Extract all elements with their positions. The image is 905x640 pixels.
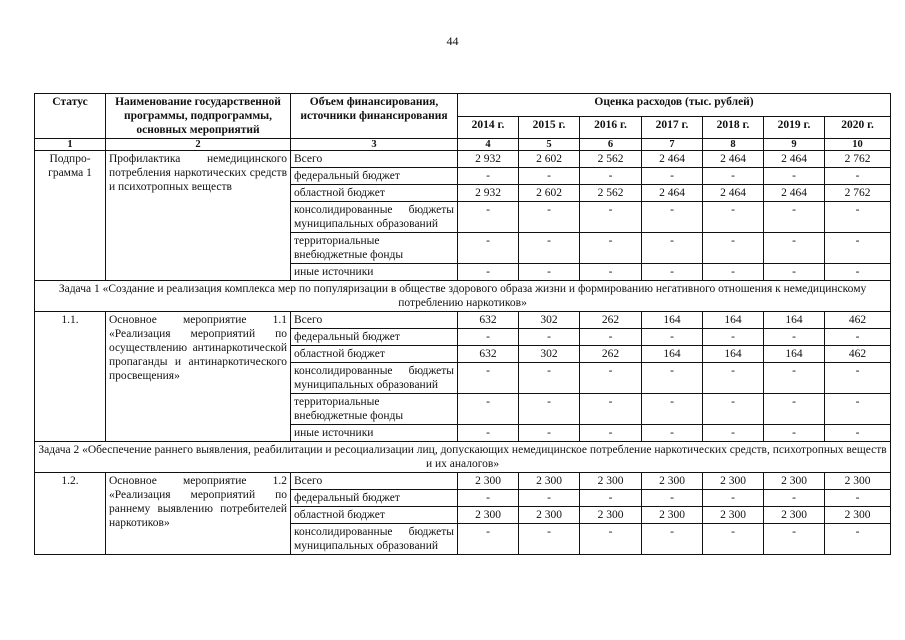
value-cell: - [642, 490, 703, 507]
funding-source-cell: областной бюджет [291, 507, 458, 524]
value-cell: - [764, 264, 825, 281]
value-cell: - [764, 329, 825, 346]
funding-source-cell: федеральный бюджет [291, 490, 458, 507]
value-cell: - [764, 490, 825, 507]
header-year: 2020 г. [825, 116, 891, 139]
value-cell: 2 562 [580, 151, 642, 168]
value-cell: - [825, 264, 891, 281]
header-estimate: Оценка расходов (тыс. рублей) [458, 94, 891, 117]
table-header [35, 94, 891, 139]
value-cell: - [825, 233, 891, 264]
value-cell: - [519, 233, 580, 264]
value-cell: - [764, 425, 825, 442]
program-name-cell: Основное мероприятие 1.1 «Реализация мероприятий по осуществлению антинаркотической пропаганды и антинаркотического просвещения» [106, 312, 291, 442]
header-status: Статус [35, 94, 106, 139]
value-cell: 462 [825, 346, 891, 363]
column-number: 3 [291, 139, 458, 151]
value-cell: - [703, 363, 764, 394]
value-cell: - [580, 394, 642, 425]
value-cell: 164 [764, 346, 825, 363]
value-cell: - [703, 233, 764, 264]
program-name-cell: Профилактика немедицинского потребления наркотических средств и психотропных веществ [106, 151, 291, 281]
funding-source-cell: консолидированные бюджеты муниципальных образований [291, 363, 458, 394]
value-cell: - [703, 168, 764, 185]
value-cell: 2 932 [458, 151, 519, 168]
value-cell: 2 300 [458, 473, 519, 490]
table-row [35, 151, 891, 168]
column-number: 7 [642, 139, 703, 151]
value-cell: 164 [642, 312, 703, 329]
column-number: 6 [580, 139, 642, 151]
value-cell: - [580, 490, 642, 507]
value-cell: - [519, 394, 580, 425]
value-cell: - [825, 394, 891, 425]
funding-source-cell: Всего [291, 312, 458, 329]
header-year: 2018 г. [703, 116, 764, 139]
value-cell: 2 300 [580, 507, 642, 524]
value-cell: 2 602 [519, 185, 580, 202]
value-cell: 2 300 [519, 473, 580, 490]
status-cell: Подпро- грамма 1 [35, 151, 106, 281]
value-cell: - [642, 329, 703, 346]
value-cell: 262 [580, 346, 642, 363]
value-cell: - [764, 168, 825, 185]
value-cell: 2 300 [458, 507, 519, 524]
funding-source-cell: федеральный бюджет [291, 168, 458, 185]
value-cell: 2 464 [642, 151, 703, 168]
column-number: 9 [764, 139, 825, 151]
program-name-cell: Основное мероприятие 1.2 «Реализация мероприятий по раннему выявлению потребителей наркотиков» [106, 473, 291, 555]
value-cell: - [458, 202, 519, 233]
funding-source-cell: федеральный бюджет [291, 329, 458, 346]
value-cell: - [764, 394, 825, 425]
column-number: 2 [106, 139, 291, 151]
value-cell: 164 [703, 346, 764, 363]
value-cell: 2 602 [519, 151, 580, 168]
value-cell: - [703, 329, 764, 346]
value-cell: 164 [703, 312, 764, 329]
value-cell: - [458, 394, 519, 425]
header-year: 2019 г. [764, 116, 825, 139]
value-cell: - [642, 524, 703, 555]
value-cell: - [825, 329, 891, 346]
value-cell: - [580, 425, 642, 442]
value-cell: - [580, 524, 642, 555]
value-cell: - [580, 329, 642, 346]
task-text: Задача 2 «Обеспечение раннего выявления, реабилитации и ресоциализации лиц, допускающих немедицинское потребление наркотических средств, психотропных веществ и их аналогов» [35, 442, 891, 473]
status-cell: 1.2. [35, 473, 106, 555]
table-row [35, 473, 891, 490]
header-year: 2017 г. [642, 116, 703, 139]
value-cell: 2 464 [642, 185, 703, 202]
value-cell: - [519, 425, 580, 442]
value-cell: - [458, 264, 519, 281]
value-cell: 164 [764, 312, 825, 329]
task-text: Задача 1 «Создание и реализация комплекса мер по популяризации в обществе здорового образа жизни и формированию негативного отношения к немедицинскому потреблению наркотиков» [35, 281, 891, 312]
value-cell: 2 300 [580, 473, 642, 490]
value-cell: - [519, 490, 580, 507]
column-number-row [35, 139, 891, 151]
value-cell: - [580, 233, 642, 264]
funding-source-cell: областной бюджет [291, 185, 458, 202]
value-cell: 2 300 [519, 507, 580, 524]
value-cell: 2 300 [764, 473, 825, 490]
value-cell: - [703, 490, 764, 507]
status-cell: 1.1. [35, 312, 106, 442]
value-cell: - [642, 425, 703, 442]
value-cell: - [580, 264, 642, 281]
value-cell: - [825, 425, 891, 442]
task-row [35, 442, 891, 473]
value-cell: 2 762 [825, 185, 891, 202]
value-cell: - [703, 202, 764, 233]
value-cell: 2 300 [642, 473, 703, 490]
value-cell: 302 [519, 346, 580, 363]
value-cell: - [458, 168, 519, 185]
column-number: 5 [519, 139, 580, 151]
value-cell: - [764, 233, 825, 264]
funding-source-cell: консолидированные бюджеты муниципальных образований [291, 524, 458, 555]
funding-source-cell: Всего [291, 151, 458, 168]
funding-source-cell: консолидированные бюджеты муниципальных образований [291, 202, 458, 233]
value-cell: - [458, 490, 519, 507]
header-funding: Объем финансирования, источники финансирования [291, 94, 458, 139]
value-cell: - [825, 490, 891, 507]
value-cell: - [519, 363, 580, 394]
value-cell: 2 464 [764, 185, 825, 202]
task-row [35, 281, 891, 312]
value-cell: 2 762 [825, 151, 891, 168]
column-number: 10 [825, 139, 891, 151]
value-cell: - [703, 425, 764, 442]
value-cell: - [642, 202, 703, 233]
value-cell: - [642, 363, 703, 394]
funding-source-cell: Всего [291, 473, 458, 490]
value-cell: 302 [519, 312, 580, 329]
value-cell: 2 300 [642, 507, 703, 524]
funding-source-cell: территориальные внебюджетные фонды [291, 394, 458, 425]
table-body [35, 139, 891, 555]
value-cell: 632 [458, 312, 519, 329]
table-row [35, 312, 891, 329]
header-year: 2015 г. [519, 116, 580, 139]
value-cell: - [642, 394, 703, 425]
value-cell: 2 464 [703, 151, 764, 168]
page-number: 44 [446, 34, 459, 48]
value-cell: - [825, 524, 891, 555]
value-cell: - [764, 363, 825, 394]
value-cell: 2 464 [703, 185, 764, 202]
value-cell: - [580, 168, 642, 185]
value-cell: 2 464 [764, 151, 825, 168]
value-cell: - [703, 264, 764, 281]
value-cell: - [642, 264, 703, 281]
value-cell: 632 [458, 346, 519, 363]
value-cell: - [519, 168, 580, 185]
value-cell: 2 932 [458, 185, 519, 202]
value-cell: - [458, 329, 519, 346]
value-cell: - [458, 233, 519, 264]
value-cell: - [764, 524, 825, 555]
header-year: 2014 г. [458, 116, 519, 139]
value-cell: - [825, 363, 891, 394]
value-cell: - [825, 202, 891, 233]
header-name: Наименование государственной программы, подпрограммы, основных мероприятий [106, 94, 291, 139]
value-cell: - [519, 524, 580, 555]
value-cell: 2 300 [764, 507, 825, 524]
column-number: 8 [703, 139, 764, 151]
header-year: 2016 г. [580, 116, 642, 139]
funding-source-cell: иные источники [291, 425, 458, 442]
value-cell: 2 300 [825, 473, 891, 490]
value-cell: 262 [580, 312, 642, 329]
value-cell: - [458, 425, 519, 442]
value-cell: - [642, 168, 703, 185]
value-cell: - [764, 202, 825, 233]
value-cell: - [703, 394, 764, 425]
column-number: 1 [35, 139, 106, 151]
value-cell: - [580, 202, 642, 233]
value-cell: 2 562 [580, 185, 642, 202]
value-cell: - [458, 524, 519, 555]
value-cell: - [519, 329, 580, 346]
value-cell: 2 300 [703, 507, 764, 524]
value-cell: - [580, 363, 642, 394]
value-cell: 2 300 [825, 507, 891, 524]
value-cell: 462 [825, 312, 891, 329]
value-cell: - [825, 168, 891, 185]
budget-table [34, 93, 891, 555]
value-cell: - [519, 264, 580, 281]
value-cell: 164 [642, 346, 703, 363]
funding-source-cell: областной бюджет [291, 346, 458, 363]
funding-source-cell: иные источники [291, 264, 458, 281]
value-cell: - [519, 202, 580, 233]
value-cell: - [458, 363, 519, 394]
value-cell: - [703, 524, 764, 555]
value-cell: - [642, 233, 703, 264]
column-number: 4 [458, 139, 519, 151]
funding-source-cell: территориальные внебюджетные фонды [291, 233, 458, 264]
value-cell: 2 300 [703, 473, 764, 490]
